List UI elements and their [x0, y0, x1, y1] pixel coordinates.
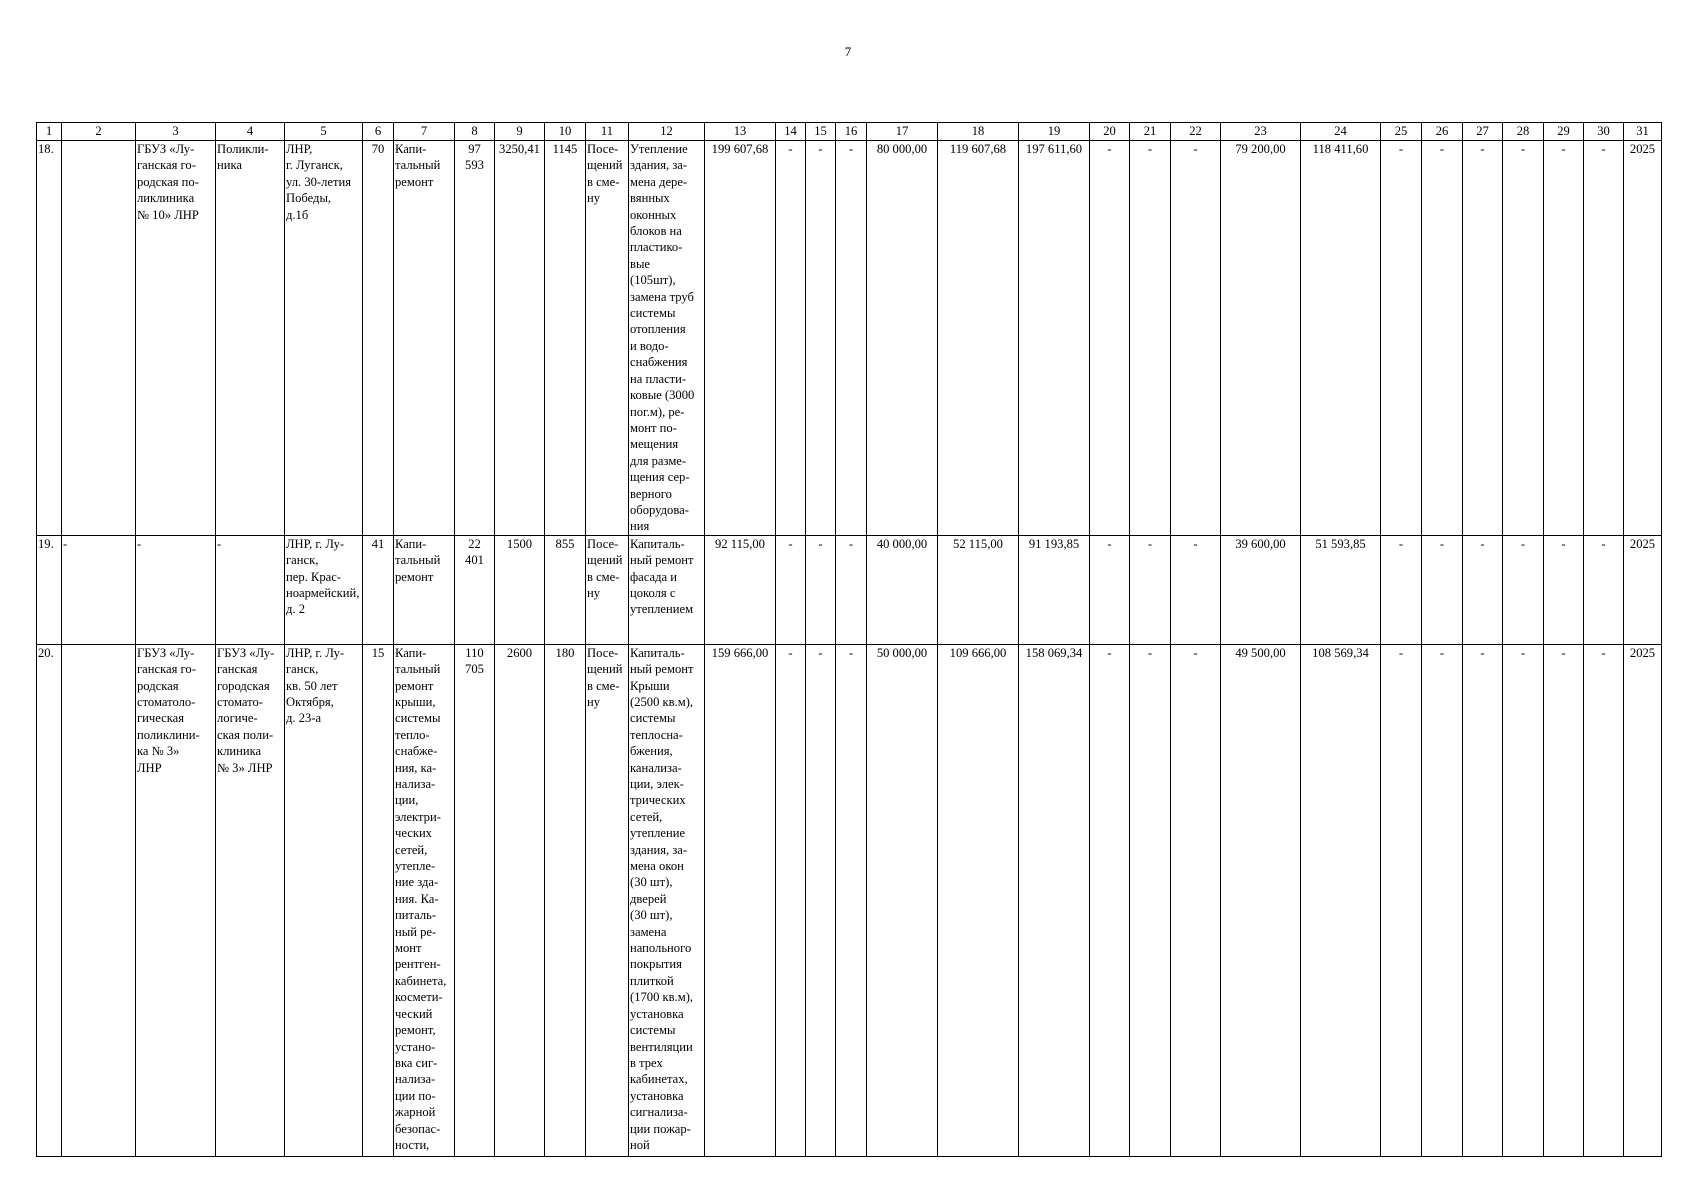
- cell: -: [1090, 141, 1130, 536]
- cell: 199 607,68: [705, 141, 776, 536]
- column-header: 22: [1171, 123, 1221, 141]
- cell: 92 115,00: [705, 535, 776, 644]
- cell: 39 600,00: [1221, 535, 1301, 644]
- cell: -: [1503, 535, 1544, 644]
- cell: -: [836, 535, 867, 644]
- work-description: Капиталь- ный ремонт Крыши (2500 кв.м), системы теплосна- бжения, канализа- ции, элек- трических сетей, утепление здания, за- мена окон (30 шт), дверей (30 шт), замена напольного покрытия плиткой (1700 кв.м), установка системы вентиляции в трех кабинетах, установка сигнализа- ции пожар- ной: [629, 644, 705, 1156]
- column-header: 11: [586, 123, 629, 141]
- cell: [62, 141, 136, 536]
- cell: 119 607,68: [938, 141, 1019, 536]
- cell: -: [1584, 644, 1624, 1156]
- column-header: 15: [806, 123, 836, 141]
- column-header: 20: [1090, 123, 1130, 141]
- institution-name: -: [136, 535, 216, 644]
- column-header: 7: [394, 123, 455, 141]
- cell: 79 200,00: [1221, 141, 1301, 536]
- row-number: 19.: [37, 535, 62, 644]
- capacity-unit: Посе- щений в сме- ну: [586, 644, 629, 1156]
- row-number: 18.: [37, 141, 62, 536]
- cell: -: [1503, 644, 1544, 1156]
- column-header: 25: [1381, 123, 1422, 141]
- cell: 15: [363, 644, 394, 1156]
- cell: 197 611,60: [1019, 141, 1090, 536]
- institution-name: ГБУЗ «Лу- ганская го- родская стоматоло- гическая поликлини- ка № 3» ЛНР: [136, 644, 216, 1156]
- column-header: 2: [62, 123, 136, 141]
- cell: 51 593,85: [1301, 535, 1381, 644]
- cell: -: [1463, 535, 1503, 644]
- column-header: 12: [629, 123, 705, 141]
- column-header: 30: [1584, 123, 1624, 141]
- column-header: 9: [495, 123, 545, 141]
- cell: -: [1381, 535, 1422, 644]
- table-row: [37, 535, 1662, 644]
- column-header: 5: [285, 123, 363, 141]
- cell: -: [1422, 535, 1463, 644]
- column-header: 13: [705, 123, 776, 141]
- cell: -: [806, 535, 836, 644]
- cell: -: [836, 141, 867, 536]
- facility-type: Поликли- ника: [216, 141, 285, 536]
- column-header: 31: [1624, 123, 1662, 141]
- year-cell: 2025: [1624, 535, 1662, 644]
- page-number: 7: [844, 44, 852, 59]
- cell: 159 666,00: [705, 644, 776, 1156]
- header-row: [37, 123, 1662, 141]
- cell: 40 000,00: [867, 535, 938, 644]
- column-header: 28: [1503, 123, 1544, 141]
- cell: 1145: [545, 141, 586, 536]
- address: ЛНР, г. Лу- ганск, пер. Крас- ноармейский, д. 2: [285, 535, 363, 644]
- work-type: Капи- тальный ремонт крыши, системы тепло- снабже- ния, ка- нализа- ции, электри- ческих сетей, утепле- ние зда- ния. Ка- питаль- ный ре- монт рентген- кабинета, космети- ческий ремонт, устано- вка сиг- нализа- ции по- жарной безопас- ности,: [394, 644, 455, 1156]
- cell: -: [1171, 535, 1221, 644]
- work-type: Капи- тальный ремонт: [394, 535, 455, 644]
- facility-type: ГБУЗ «Лу- ганская городская стомато- логиче- ская поли- клиника № 3» ЛНР: [216, 644, 285, 1156]
- cell: [62, 644, 136, 1156]
- cell: 110 705: [455, 644, 495, 1156]
- capacity-unit: Посе- щений в сме- ну: [586, 141, 629, 536]
- cell: -: [776, 141, 806, 536]
- cell: -: [1130, 644, 1171, 1156]
- table-row: [37, 141, 1662, 536]
- address: ЛНР, г. Лу- ганск, кв. 50 лет Октября, д. 23-а: [285, 644, 363, 1156]
- column-header: 16: [836, 123, 867, 141]
- cell: 3250,41: [495, 141, 545, 536]
- cell: -: [1090, 644, 1130, 1156]
- column-header: 17: [867, 123, 938, 141]
- cell: -: [806, 644, 836, 1156]
- cell: 1500: [495, 535, 545, 644]
- work-description: Капиталь- ный ремонт фасада и цоколя с утеплением: [629, 535, 705, 644]
- cell: 91 193,85: [1019, 535, 1090, 644]
- data-table: [36, 122, 1662, 1157]
- cell: -: [1463, 141, 1503, 536]
- cell: -: [836, 644, 867, 1156]
- cell: -: [1503, 141, 1544, 536]
- table-row: [37, 644, 1662, 1156]
- cell: -: [806, 141, 836, 536]
- cell: 855: [545, 535, 586, 644]
- cell: -: [1544, 141, 1584, 536]
- column-header: 8: [455, 123, 495, 141]
- cell: -: [1463, 644, 1503, 1156]
- cell: 118 411,60: [1301, 141, 1381, 536]
- column-header: 21: [1130, 123, 1171, 141]
- cell: -: [1422, 141, 1463, 536]
- institution-name: ГБУЗ «Лу- ганская го- родская по- ликлиника № 10» ЛНР: [136, 141, 216, 536]
- column-header: 27: [1463, 123, 1503, 141]
- cell: 158 069,34: [1019, 644, 1090, 1156]
- cell: 109 666,00: [938, 644, 1019, 1156]
- cell: 41: [363, 535, 394, 644]
- column-header: 3: [136, 123, 216, 141]
- cell: 97 593: [455, 141, 495, 536]
- row-number: 20.: [37, 644, 62, 1156]
- cell: 180: [545, 644, 586, 1156]
- column-header: 1: [37, 123, 62, 141]
- year-cell: 2025: [1624, 141, 1662, 536]
- column-header: 24: [1301, 123, 1381, 141]
- column-header: 23: [1221, 123, 1301, 141]
- column-header: 29: [1544, 123, 1584, 141]
- cell: -: [1381, 644, 1422, 1156]
- cell: -: [776, 535, 806, 644]
- cell: -: [1544, 535, 1584, 644]
- cell: -: [1130, 535, 1171, 644]
- year-cell: 2025: [1624, 644, 1662, 1156]
- work-type: Капи- тальный ремонт: [394, 141, 455, 536]
- cell: 52 115,00: [938, 535, 1019, 644]
- cell: -: [1171, 141, 1221, 536]
- cell: -: [1171, 644, 1221, 1156]
- cell: 108 569,34: [1301, 644, 1381, 1156]
- cell: -: [1544, 644, 1584, 1156]
- cell: -: [1381, 141, 1422, 536]
- address: ЛНР, г. Луганск, ул. 30-летия Победы, д.1б: [285, 141, 363, 536]
- cell: 50 000,00: [867, 644, 938, 1156]
- cell: -: [1130, 141, 1171, 536]
- cell: -: [776, 644, 806, 1156]
- cell: 22 401: [455, 535, 495, 644]
- column-header: 10: [545, 123, 586, 141]
- cell: 80 000,00: [867, 141, 938, 536]
- column-header: 19: [1019, 123, 1090, 141]
- column-header: 4: [216, 123, 285, 141]
- cell: -: [1584, 141, 1624, 536]
- cell: 49 500,00: [1221, 644, 1301, 1156]
- column-header: 14: [776, 123, 806, 141]
- facility-type: -: [216, 535, 285, 644]
- cell: -: [1584, 535, 1624, 644]
- cell: 2600: [495, 644, 545, 1156]
- column-header: 18: [938, 123, 1019, 141]
- column-header: 6: [363, 123, 394, 141]
- cell: 70: [363, 141, 394, 536]
- cell: -: [1090, 535, 1130, 644]
- capacity-unit: Посе- щений в сме- ну: [586, 535, 629, 644]
- column-header: 26: [1422, 123, 1463, 141]
- cell: -: [62, 535, 136, 644]
- cell: -: [1422, 644, 1463, 1156]
- work-description: Утепление здания, за- мена дере- вянных оконных блоков на пластико- вые (105шт), замена труб системы отопления и водо- снабжения на пласти- ковые (3000 пог.м), ре- монт по- мещения для разме- щения сер- верного оборудова- ния: [629, 141, 705, 536]
